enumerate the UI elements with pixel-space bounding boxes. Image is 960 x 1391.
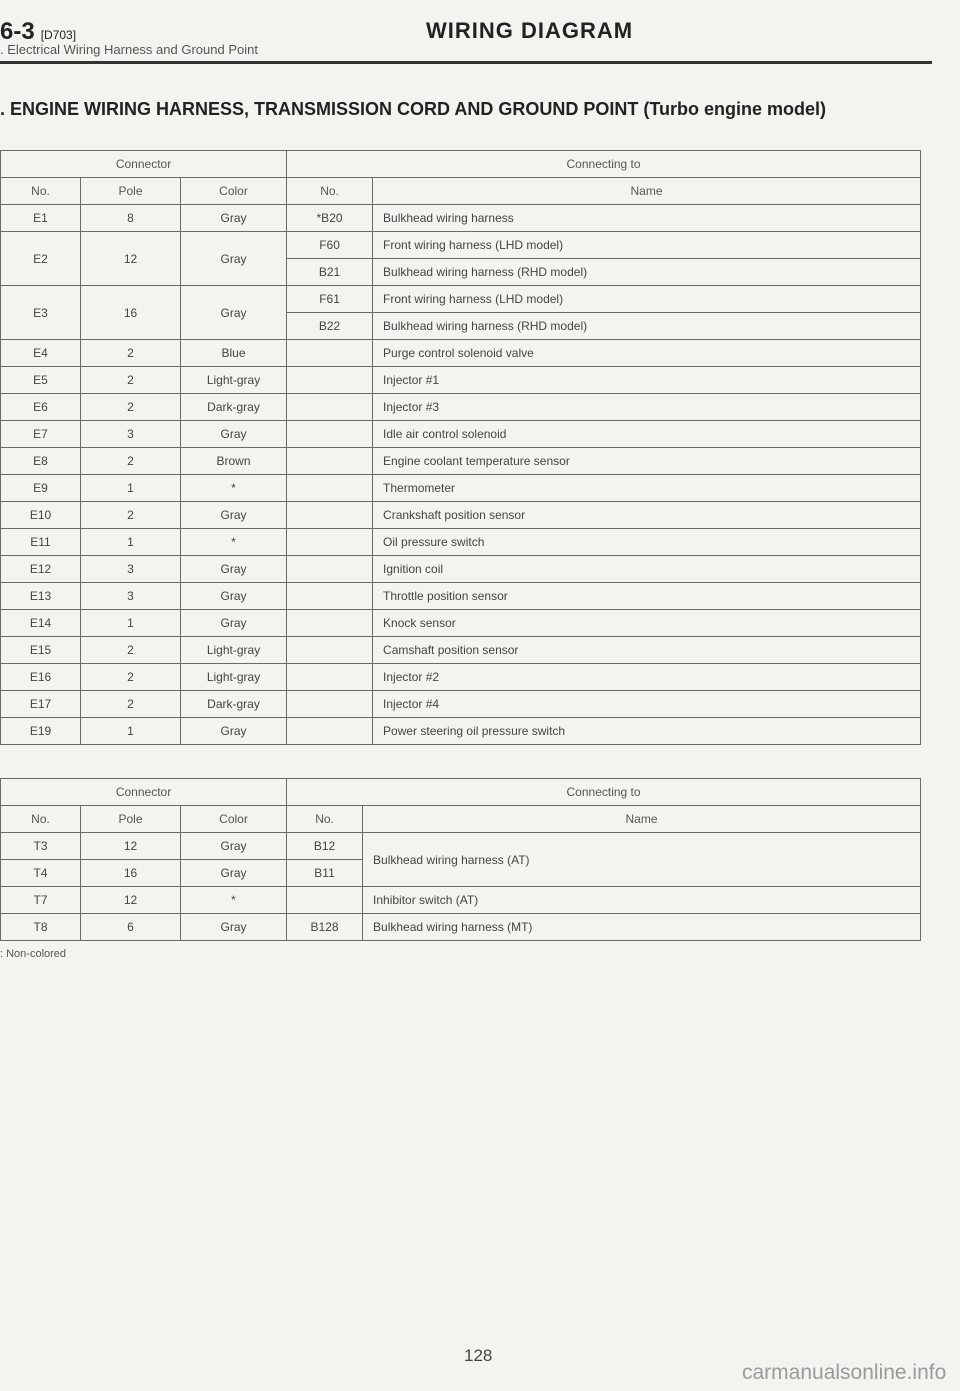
dest-name: Thermometer <box>373 475 921 502</box>
table-row <box>1 583 921 610</box>
col-color: Color <box>181 806 287 833</box>
col-dest-no: No. <box>287 178 373 205</box>
connector-color: * <box>181 475 287 502</box>
dest-name: Front wiring harness (LHD model) <box>373 232 921 259</box>
pole-count: 1 <box>81 529 181 556</box>
dest-name: Injector #3 <box>373 394 921 421</box>
pole-count: 12 <box>81 232 181 286</box>
page-subtitle: . Electrical Wiring Harness and Ground Point <box>0 42 258 57</box>
engine-harness-table <box>0 150 921 745</box>
table-row <box>1 367 921 394</box>
connector-color: * <box>181 529 287 556</box>
connector-no: E4 <box>1 340 81 367</box>
connector-color: Brown <box>181 448 287 475</box>
transmission-cord-table <box>0 778 921 941</box>
dest-no: B12 <box>287 833 363 860</box>
col-color: Color <box>181 178 287 205</box>
footnote: : Non-colored <box>0 948 67 960</box>
table-row <box>1 448 921 475</box>
connector-no: T3 <box>1 833 81 860</box>
connector-no: T7 <box>1 887 81 914</box>
pole-count: 12 <box>81 887 181 914</box>
connector-no: T8 <box>1 914 81 941</box>
dest-no <box>287 448 373 475</box>
dest-no <box>287 367 373 394</box>
dest-name: Bulkhead wiring harness (MT) <box>363 914 921 941</box>
dest-name: Knock sensor <box>373 610 921 637</box>
connector-header: Connector <box>1 779 287 806</box>
dest-no <box>287 475 373 502</box>
connector-no: E16 <box>1 664 81 691</box>
dest-no <box>287 887 363 914</box>
dest-no: B11 <box>287 860 363 887</box>
connector-color: Gray <box>181 556 287 583</box>
pole-count: 16 <box>81 860 181 887</box>
pole-count: 2 <box>81 637 181 664</box>
connector-color: Gray <box>181 232 287 286</box>
dest-name: Front wiring harness (LHD model) <box>373 286 921 313</box>
dest-name: Idle air control solenoid <box>373 421 921 448</box>
col-pole: Pole <box>81 806 181 833</box>
connector-no: E1 <box>1 205 81 232</box>
connector-no: E2 <box>1 232 81 286</box>
dest-name: Camshaft position sensor <box>373 637 921 664</box>
transmission-cord-rows <box>1 833 921 941</box>
dest-name: Bulkhead wiring harness (RHD model) <box>373 313 921 340</box>
connector-color: Gray <box>181 860 287 887</box>
pole-count: 2 <box>81 664 181 691</box>
pole-count: 2 <box>81 502 181 529</box>
header-divider <box>0 61 932 64</box>
pole-count: 3 <box>81 556 181 583</box>
dest-no <box>287 718 373 745</box>
pole-count: 6 <box>81 914 181 941</box>
dest-no: B21 <box>287 259 373 286</box>
dest-no <box>287 394 373 421</box>
dest-no <box>287 529 373 556</box>
connector-color: Light-gray <box>181 367 287 394</box>
dest-no <box>287 502 373 529</box>
table-row <box>1 529 921 556</box>
connector-no: E11 <box>1 529 81 556</box>
table-row <box>1 664 921 691</box>
section-title: . ENGINE WIRING HARNESS, TRANSMISSION CORD AND GROUND POINT (Turbo engine model) <box>0 99 827 119</box>
table-row <box>1 475 921 502</box>
dest-name: Injector #4 <box>373 691 921 718</box>
connector-no: E14 <box>1 610 81 637</box>
dest-no <box>287 610 373 637</box>
connector-no: T4 <box>1 860 81 887</box>
connector-color: Dark-gray <box>181 691 287 718</box>
table-row <box>1 887 921 914</box>
pole-count: 2 <box>81 394 181 421</box>
table-row <box>1 340 921 367</box>
dest-no: B22 <box>287 313 373 340</box>
connector-no: E12 <box>1 556 81 583</box>
dest-name: Inhibitor switch (AT) <box>363 887 921 914</box>
dest-no <box>287 421 373 448</box>
pole-count: 8 <box>81 205 181 232</box>
connector-color: * <box>181 887 287 914</box>
table-row <box>1 502 921 529</box>
connector-no: E15 <box>1 637 81 664</box>
connector-no: E7 <box>1 421 81 448</box>
watermark: carmanualsonline.info <box>742 1361 947 1384</box>
dest-name: Bulkhead wiring harness (RHD model) <box>373 259 921 286</box>
connector-color: Gray <box>181 583 287 610</box>
table-row <box>1 232 921 259</box>
dest-no <box>287 340 373 367</box>
table-row <box>1 833 921 860</box>
dest-no <box>287 664 373 691</box>
page-title: WIRING DIAGRAM <box>426 18 634 43</box>
dest-name: Injector #2 <box>373 664 921 691</box>
table-row <box>1 205 921 232</box>
dest-name: Engine coolant temperature sensor <box>373 448 921 475</box>
pole-count: 3 <box>81 583 181 610</box>
pole-count: 3 <box>81 421 181 448</box>
table-row <box>1 556 921 583</box>
page-number: 128 <box>464 1346 493 1365</box>
connector-color: Gray <box>181 914 287 941</box>
pole-count: 2 <box>81 340 181 367</box>
dest-name: Bulkhead wiring harness (AT) <box>363 833 921 887</box>
pole-count: 2 <box>81 448 181 475</box>
pole-count: 1 <box>81 718 181 745</box>
col-dest-no: No. <box>287 806 363 833</box>
col-no: No. <box>1 178 81 205</box>
connector-no: E8 <box>1 448 81 475</box>
dest-name: Bulkhead wiring harness <box>373 205 921 232</box>
connector-color: Gray <box>181 421 287 448</box>
pole-count: 2 <box>81 691 181 718</box>
connector-color: Dark-gray <box>181 394 287 421</box>
col-name: Name <box>363 806 921 833</box>
connector-no: E3 <box>1 286 81 340</box>
section-number: 6-3 <box>0 18 35 45</box>
dest-name: Injector #1 <box>373 367 921 394</box>
connector-color: Blue <box>181 340 287 367</box>
table-row <box>1 914 921 941</box>
connector-no: E5 <box>1 367 81 394</box>
col-pole: Pole <box>81 178 181 205</box>
col-no: No. <box>1 806 81 833</box>
table-row <box>1 691 921 718</box>
pole-count: 2 <box>81 367 181 394</box>
connector-no: E19 <box>1 718 81 745</box>
connector-color: Gray <box>181 286 287 340</box>
dest-no <box>287 637 373 664</box>
pole-count: 12 <box>81 833 181 860</box>
table-row <box>1 286 921 313</box>
doc-code: [D703] <box>40 28 77 42</box>
connector-no: E9 <box>1 475 81 502</box>
connector-no: E13 <box>1 583 81 610</box>
pole-count: 1 <box>81 475 181 502</box>
dest-no <box>287 556 373 583</box>
connector-no: E10 <box>1 502 81 529</box>
engine-harness-rows <box>1 205 921 745</box>
dest-no: *B20 <box>287 205 373 232</box>
connector-color: Gray <box>181 833 287 860</box>
dest-no: F60 <box>287 232 373 259</box>
connector-color: Gray <box>181 610 287 637</box>
connector-header: Connector <box>1 151 287 178</box>
dest-name: Throttle position sensor <box>373 583 921 610</box>
dest-no <box>287 691 373 718</box>
dest-name: Purge control solenoid valve <box>373 340 921 367</box>
dest-name: Ignition coil <box>373 556 921 583</box>
dest-name: Oil pressure switch <box>373 529 921 556</box>
pole-count: 16 <box>81 286 181 340</box>
connector-color: Gray <box>181 502 287 529</box>
pole-count: 1 <box>81 610 181 637</box>
dest-name: Power steering oil pressure switch <box>373 718 921 745</box>
col-name: Name <box>373 178 921 205</box>
connector-color: Light-gray <box>181 637 287 664</box>
connector-color: Gray <box>181 205 287 232</box>
table-row <box>1 610 921 637</box>
dest-name: Crankshaft position sensor <box>373 502 921 529</box>
table-row <box>1 718 921 745</box>
connector-no: E6 <box>1 394 81 421</box>
table-row <box>1 421 921 448</box>
dest-no: F61 <box>287 286 373 313</box>
connector-color: Gray <box>181 718 287 745</box>
dest-no <box>287 583 373 610</box>
dest-no: B128 <box>287 914 363 941</box>
table-row <box>1 637 921 664</box>
connector-no: E17 <box>1 691 81 718</box>
connector-color: Light-gray <box>181 664 287 691</box>
connecting-to-header: Connecting to <box>287 779 921 806</box>
connecting-to-header: Connecting to <box>287 151 921 178</box>
table-row <box>1 394 921 421</box>
